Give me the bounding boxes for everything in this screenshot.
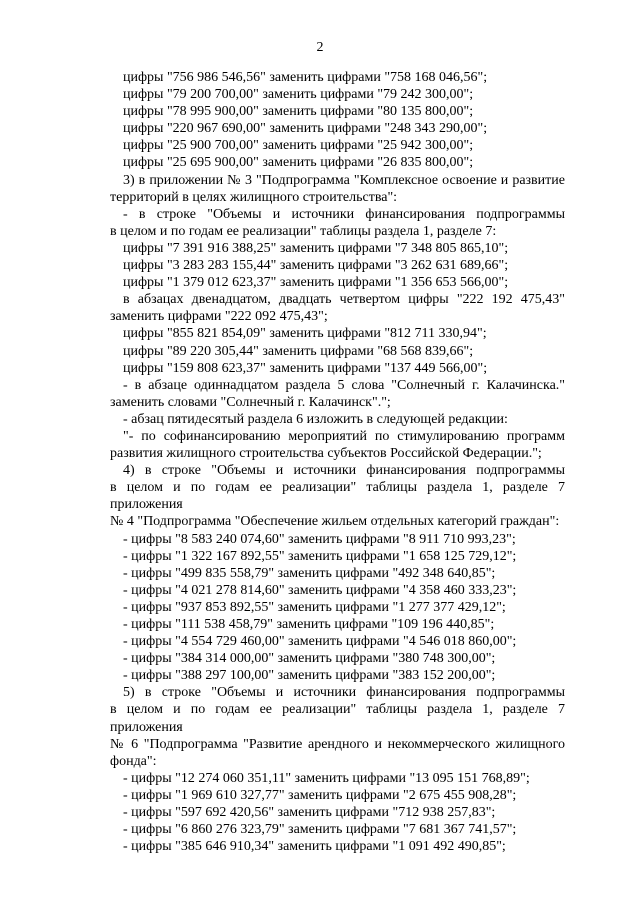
text-line: - цифры "6 860 276 323,79" заменить цифрами "7 681 367 741,57"; bbox=[123, 822, 517, 838]
text-line: - в абзаце одиннадцатом раздела 5 слова "Солнечный г. Калачинска." bbox=[123, 377, 565, 393]
text-line: цифры "78 995 900,00" заменить цифрами "80 135 800,00"; bbox=[123, 104, 474, 120]
text-line: цифры "1 379 012 623,37" заменить цифрами "1 356 653 566,00"; bbox=[123, 275, 509, 291]
page-number: 2 bbox=[316, 40, 324, 55]
text-line: цифры "25 900 700,00" заменить цифрами "25 942 300,00"; bbox=[123, 138, 474, 154]
text-line: фонда": bbox=[110, 753, 157, 769]
text-line: - цифры "385 646 910,34" заменить цифрами "1 091 492 490,85"; bbox=[123, 839, 506, 855]
text-line: цифры "7 391 916 388,25" заменить цифрами "7 348 805 865,10"; bbox=[123, 240, 509, 256]
text-line: "- по софинансированию мероприятий по стимулированию программ bbox=[123, 428, 565, 444]
text-line: 4) в строке "Объемы и источники финансирования подпрограммы bbox=[123, 463, 565, 479]
text-line: - цифры "1 322 167 892,55" заменить цифрами "1 658 125 729,12"; bbox=[123, 548, 517, 564]
text-line: - цифры "597 692 420,56" заменить цифрами "712 938 257,83"; bbox=[123, 805, 496, 821]
text-line: цифры "220 967 690,00" заменить цифрами "248 343 290,00"; bbox=[123, 121, 488, 137]
text-line: - в строке "Объемы и источники финансирования подпрограммы bbox=[123, 206, 565, 222]
text-line: - абзац пятидесятый раздела 6 изложить в следующей редакции: bbox=[123, 411, 508, 427]
text-line: цифры "855 821 854,09" заменить цифрами "812 711 330,94"; bbox=[123, 326, 487, 342]
text-line: 5) в строке "Объемы и источники финансирования подпрограммы bbox=[123, 685, 565, 701]
text-line: заменить цифрами "222 092 475,43"; bbox=[110, 309, 328, 325]
text-line: - цифры "499 835 558,79" заменить цифрами "492 348 640,85"; bbox=[123, 565, 496, 581]
text-line: развития жилищного строительства субъектов Российской Федерации."; bbox=[110, 446, 542, 462]
text-line: в целом и по годам ее реализации" таблицы раздела 1, разделе 7: bbox=[110, 223, 497, 239]
text-line: в абзацах двенадцатом, двадцать четвертом цифры "222 192 475,43" bbox=[123, 292, 565, 308]
document-body bbox=[110, 69, 565, 855]
text-line: - цифры "4 021 278 814,60" заменить цифрами "4 358 460 333,23"; bbox=[123, 582, 517, 598]
text-line: - цифры "388 297 100,00" заменить цифрами "383 152 200,00"; bbox=[123, 668, 496, 684]
text-line: в целом и по годам ее реализации" таблицы раздела 1, разделе 7 приложения bbox=[110, 480, 565, 513]
text-line: цифры "756 986 546,56" заменить цифрами "758 168 046,56"; bbox=[123, 70, 488, 85]
text-line: - цифры "1 969 610 327,77" заменить цифрами "2 675 455 908,28"; bbox=[123, 787, 517, 803]
text-line: - цифры "384 314 000,00" заменить цифрами "380 748 300,00"; bbox=[123, 651, 496, 667]
text-line: - цифры "937 853 892,55" заменить цифрами "1 277 377 429,12"; bbox=[123, 599, 506, 615]
text-line: 3) в приложении № 3 "Подпрограмма "Комплексное освоение и развитие bbox=[123, 172, 565, 188]
text-line: заменить словами "Солнечный г. Калачинск"."; bbox=[110, 394, 391, 410]
text-line: цифры "89 220 305,44" заменить цифрами "68 568 839,66"; bbox=[123, 343, 474, 359]
text-line: цифры "79 200 700,00" заменить цифрами "79 242 300,00"; bbox=[123, 87, 474, 103]
text-line: территорий в целях жилищного строительства": bbox=[110, 189, 398, 205]
text-line: цифры "159 808 623,37" заменить цифрами "137 449 566,00"; bbox=[123, 360, 488, 376]
text-line: - цифры "4 554 729 460,00" заменить цифрами "4 546 018 860,00"; bbox=[123, 634, 517, 650]
text-line: цифры "25 695 900,00" заменить цифрами "26 835 800,00"; bbox=[123, 155, 474, 171]
text-line: № 4 "Подпрограмма "Обеспечение жильем отдельных категорий граждан": bbox=[110, 514, 560, 530]
text-line: цифры "3 283 283 155,44" заменить цифрами "3 262 631 689,66"; bbox=[123, 258, 509, 274]
text-line: № 6 "Подпрограмма "Развитие арендного и некоммерческого жилищного bbox=[110, 736, 565, 752]
text-line: - цифры "12 274 060 351,11" заменить цифрами "13 095 151 768,89"; bbox=[123, 770, 530, 786]
text-line: - цифры "8 583 240 074,60" заменить цифрами "8 911 710 993,23"; bbox=[123, 531, 516, 547]
text-line: - цифры "111 538 458,79" заменить цифрами "109 196 440,85"; bbox=[123, 617, 495, 632]
text-line: в целом и по годам ее реализации" таблицы раздела 1, разделе 7 приложения bbox=[110, 702, 565, 735]
